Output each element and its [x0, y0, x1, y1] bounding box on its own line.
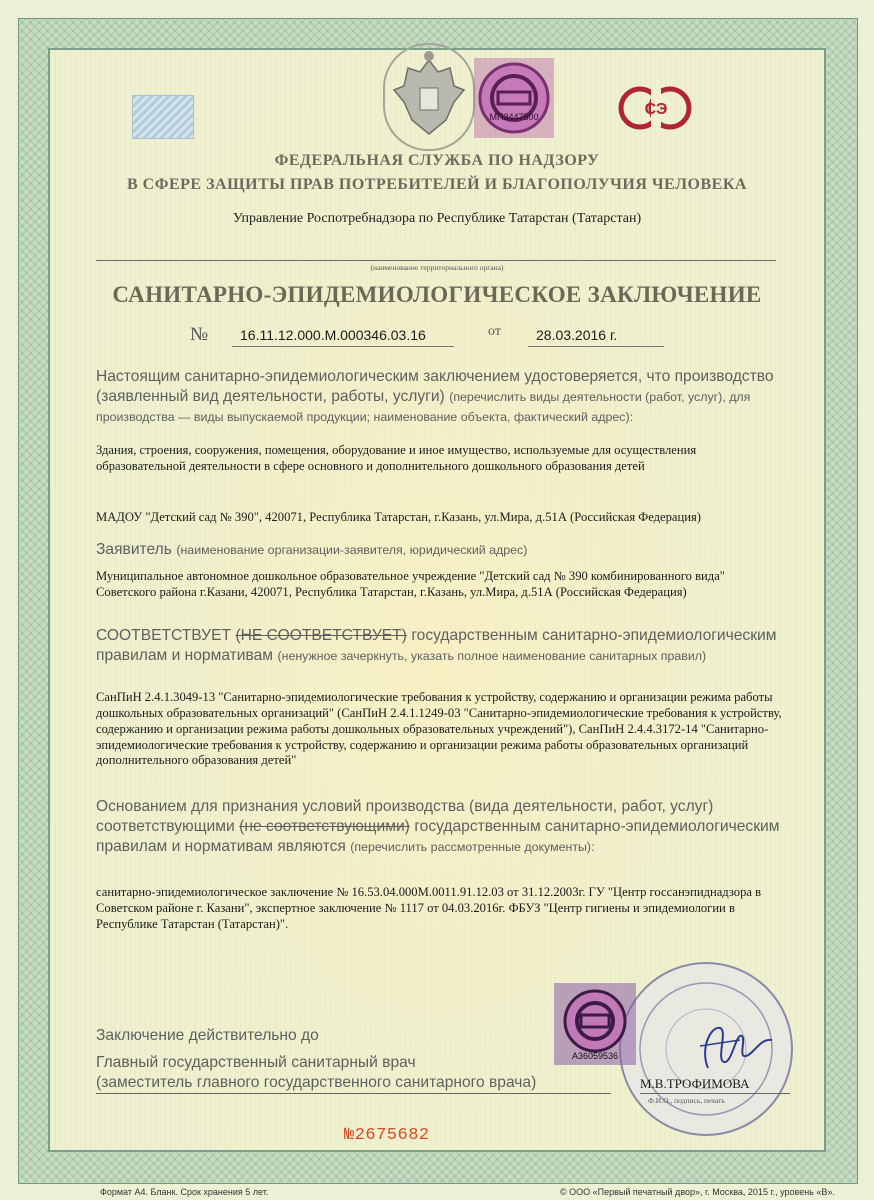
- date-rule: [528, 346, 664, 347]
- chief-doctor-label: Главный государственный санитарный врач: [96, 1054, 416, 1071]
- compliance-note: (ненужное зачеркнуть, указать полное наименование санитарных правил): [277, 649, 707, 663]
- signer-name: М.В.ТРОФИМОВА: [640, 1076, 750, 1091]
- hologram-code: А36059536: [571, 1051, 619, 1061]
- not-complies-struck: (НЕ СООТВЕТСТВУЕТ): [235, 627, 407, 644]
- document-title: САНИТАРНО-ЭПИДЕМИОЛОГИЧЕСКОЕ ЗАКЛЮЧЕНИЕ: [112, 282, 762, 307]
- sticker-code: МП3447500: [489, 112, 539, 122]
- activity-description: Здания, строения, сооружения, помещения, оборудование и иное имущество, используемые для осуществления образовательной деятельности в сфере основного и дополнительного дошкольного образования детей: [96, 443, 697, 473]
- applicant-note: (наименование организации-заявителя, юридический адрес): [176, 543, 528, 557]
- compliance-statement: [96, 626, 786, 666]
- certificate-number: 16.11.12.000.М.000346.03.16: [240, 327, 426, 343]
- signature-rule: [96, 1093, 611, 1094]
- applicant-value: Муниципальное автономное дошкольное образовательное учреждение "Детский сад № 390 комбинированного вида" Советского района г.Казани, 420071, Республика Татарстан, г.Казань, ул.Мира, д.51А (Российская Федерация): [96, 569, 725, 599]
- date-from-label: от: [488, 324, 501, 339]
- certify-intro-note: (перечислить виды деятельности (работ, услуг), для производства — виды выпускаемой продукции; наименование объекта, фактический адрес):: [96, 390, 751, 424]
- basis-statement: [96, 797, 786, 857]
- certificate-date: 28.03.2016 г.: [536, 327, 618, 343]
- signer-caption: Ф.И.О., подпись, печать: [648, 1096, 725, 1105]
- basis-struck: (не соответствующими): [239, 818, 410, 835]
- sanitary-mark-icon: [616, 84, 696, 132]
- name-rule: [640, 1093, 790, 1094]
- conformity-mark-sticker: [474, 58, 554, 138]
- sanitary-rules: СанПиН 2.4.1.3049-13 "Санитарно-эпидемиологические требования к устройству, содержанию и организации режима работы дошкольных образовательных организаций" (СанПиН 2.4.1.1249-03 "Санитарно-эпидемиологические требования к устройству, содержанию и организации режима работы дошкольных образовательных учреждений"), СанПиН 2.4.4.3172-14 "Санитарно-эпидемиологические требования к устройству, содержанию и организации режима работы образовательных организаций дополнительного образования детей": [96, 690, 782, 768]
- department-caption: (наименование территориального органа): [370, 263, 504, 272]
- certify-intro-main: Настоящим санитарно-эпидемиологическим заключением удостоверяется, что производство (заявленный вид деятельности, работы, услуги): [96, 368, 774, 405]
- compliance-rest: государственным санитарно-эпидемиологическим правилам и нормативам: [96, 627, 777, 664]
- handwritten-signature: [680, 1010, 790, 1080]
- applicant-heading: [96, 540, 786, 560]
- footer-format: Формат А4. Бланк. Срок хранения 5 лет.: [100, 1187, 269, 1197]
- object-address: МАДОУ "Детский сад № 390", 420071, Республика Татарстан, г.Казань, ул.Мира, д.51А (Российская Федерация): [96, 510, 701, 524]
- agency-line-1: ФЕДЕРАЛЬНАЯ СЛУЖБА ПО НАДЗОРУ: [274, 152, 600, 169]
- number-rule: [232, 346, 454, 347]
- number-label: №: [190, 324, 209, 345]
- valid-until-label: Заключение действительно до: [96, 1027, 319, 1044]
- deputy-doctor-label: (заместитель главного государственного санитарного врача): [96, 1074, 537, 1091]
- basis-documents: санитарно-эпидемиологическое заключение № 16.53.04.000М.0011.91.12.03 от 31.12.2003г. ГУ "Центр госсанэпиднадзора в Советском районе г. Казани", экспертное заключение № 1117 от 04.03.2016г. ФБУЗ "Центр гигиены и эпидемиологии в Республике Татарстан (Татарстан)".: [96, 885, 762, 931]
- hologram-sticker-icon: [554, 983, 636, 1065]
- state-emblem-icon: [382, 42, 476, 152]
- basis-part-1: Основанием для признания условий производства (вида деятельности, работ, услуг) соответствующими: [96, 798, 714, 835]
- applicant-label: Заявитель: [96, 541, 172, 558]
- basis-note: (перечислить рассмотренные документы):: [350, 840, 595, 854]
- department-name: Управление Роспотребнадзора по Республике Татарстан (Татарстан): [232, 211, 642, 226]
- hologram-strip: [132, 95, 194, 139]
- certify-intro: [96, 367, 786, 427]
- complies-word: СООТВЕТСТВУЕТ: [96, 627, 232, 644]
- agency-line-2: В СФЕРЕ ЗАЩИТЫ ПРАВ ПОТРЕБИТЕЛЕЙ И БЛАГОПОЛУЧИЯ ЧЕЛОВЕКА: [127, 176, 747, 193]
- department-rule: [96, 260, 776, 261]
- blank-serial-number: №2675682: [344, 1126, 430, 1145]
- footer-printer: © ООО «Первый печатный двор», г. Москва, 2015 г., уровень «В».: [560, 1187, 835, 1197]
- basis-part-2: государственным санитарно-эпидемиологическим правилам и нормативам являются: [96, 818, 780, 855]
- ce-mark-text: СЭ: [644, 101, 668, 118]
